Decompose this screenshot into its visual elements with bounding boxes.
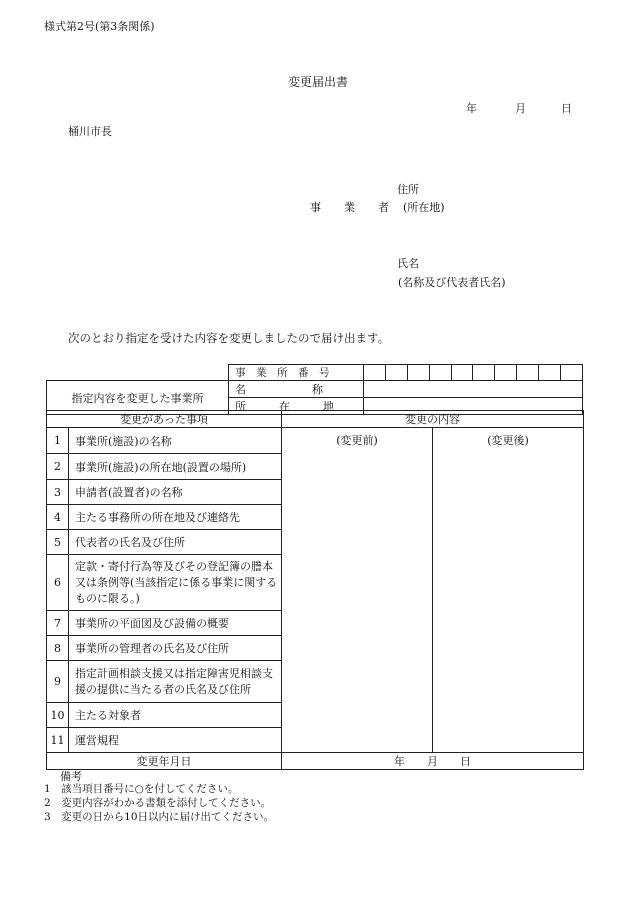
date-month: 月 [515,102,526,115]
office-location-label: 所 在 地 [229,398,364,415]
note-item: 3 変更の日から10日以内に届け出てください。 [44,811,275,823]
office-number-box[interactable] [539,365,561,381]
item-text: 事業所(施設)の所在地(設置の場所) [69,454,282,480]
changed-office-label: 指定内容を変更した事業所 [47,381,229,415]
office-number-box[interactable] [495,365,517,381]
office-number-box[interactable] [561,365,583,381]
office-number-box[interactable] [407,365,429,381]
office-number-label: 事 業 所 番 号 [229,365,364,381]
item-number: 8 [47,636,69,661]
office-name-field[interactable] [364,381,583,398]
item-number: 4 [47,505,69,530]
item-number: 10 [47,703,69,728]
office-number-box[interactable] [429,365,451,381]
item-number: 6 [47,555,69,611]
office-number-box[interactable] [385,365,407,381]
office-info-table [46,364,583,415]
item-number: 1 [47,428,69,454]
change-content-header: 変更の内容 [282,411,584,428]
document-title: 変更届出書 [288,75,349,89]
form-number: 様式第2号(第3条関係) [44,20,155,33]
location-label: (所在地) [403,201,445,214]
item-number: 11 [47,728,69,753]
item-text: 指定計画相談支援又は指定障害児相談支援の提供に当たる者の氏名及び住所 [69,661,282,703]
before-label: (変更前) [336,434,378,447]
date-day: 日 [561,102,572,115]
item-text: 主たる事務所の所在地及び連絡先 [69,505,282,530]
date-year: 年 [466,102,477,115]
item-text: 運営規程 [69,728,282,753]
business-operator-label: 事 業 者 [310,201,395,214]
note-item: 2 変更内容がわかる書類を添付してください。 [44,797,272,809]
item-text: 事業所(施設)の名称 [69,428,282,454]
item-number: 9 [47,661,69,703]
item-text: 申請者(設置者)の名称 [69,480,282,505]
change-date-value[interactable]: 年 月 日 [282,753,584,770]
item-text: 事業所の平面図及び設備の概要 [69,611,282,636]
item-text: 代表者の氏名及び住所 [69,530,282,555]
item-number: 3 [47,480,69,505]
item-text: 定款・寄付行為等及びその登記簿の謄本又は条例等(当該指定に係る事業に関するものに限る。) [69,555,282,611]
changed-items-header: 変更があった事項 [47,411,282,428]
item-text: 事業所の管理者の氏名及び住所 [69,636,282,661]
office-number-box[interactable] [451,365,473,381]
representative-label: (名称及び代表者氏名) [398,276,506,289]
item-number: 7 [47,611,69,636]
statement-text: 次のとおり指定を受けた内容を変更しましたので届け出ます。 [68,331,390,345]
note-item: 1 該当項目番号に○を付してください。 [44,783,239,795]
office-number-box[interactable] [364,365,386,381]
before-column[interactable] [282,428,433,753]
name-label: 氏名 [397,257,419,270]
item-number: 2 [47,454,69,480]
change-items-table [46,410,584,770]
notes-heading: 備考 [60,770,82,783]
after-column[interactable] [433,428,584,753]
office-name-label: 名 称 [229,381,364,398]
after-label: (変更後) [487,434,529,447]
office-number-box[interactable] [473,365,495,381]
addressee: 桶川市長 [68,125,112,138]
address-label: 住所 [397,183,419,196]
change-date-label: 変更年月日 [47,753,282,770]
office-number-box[interactable] [517,365,539,381]
item-text: 主たる対象者 [69,703,282,728]
item-number: 5 [47,530,69,555]
